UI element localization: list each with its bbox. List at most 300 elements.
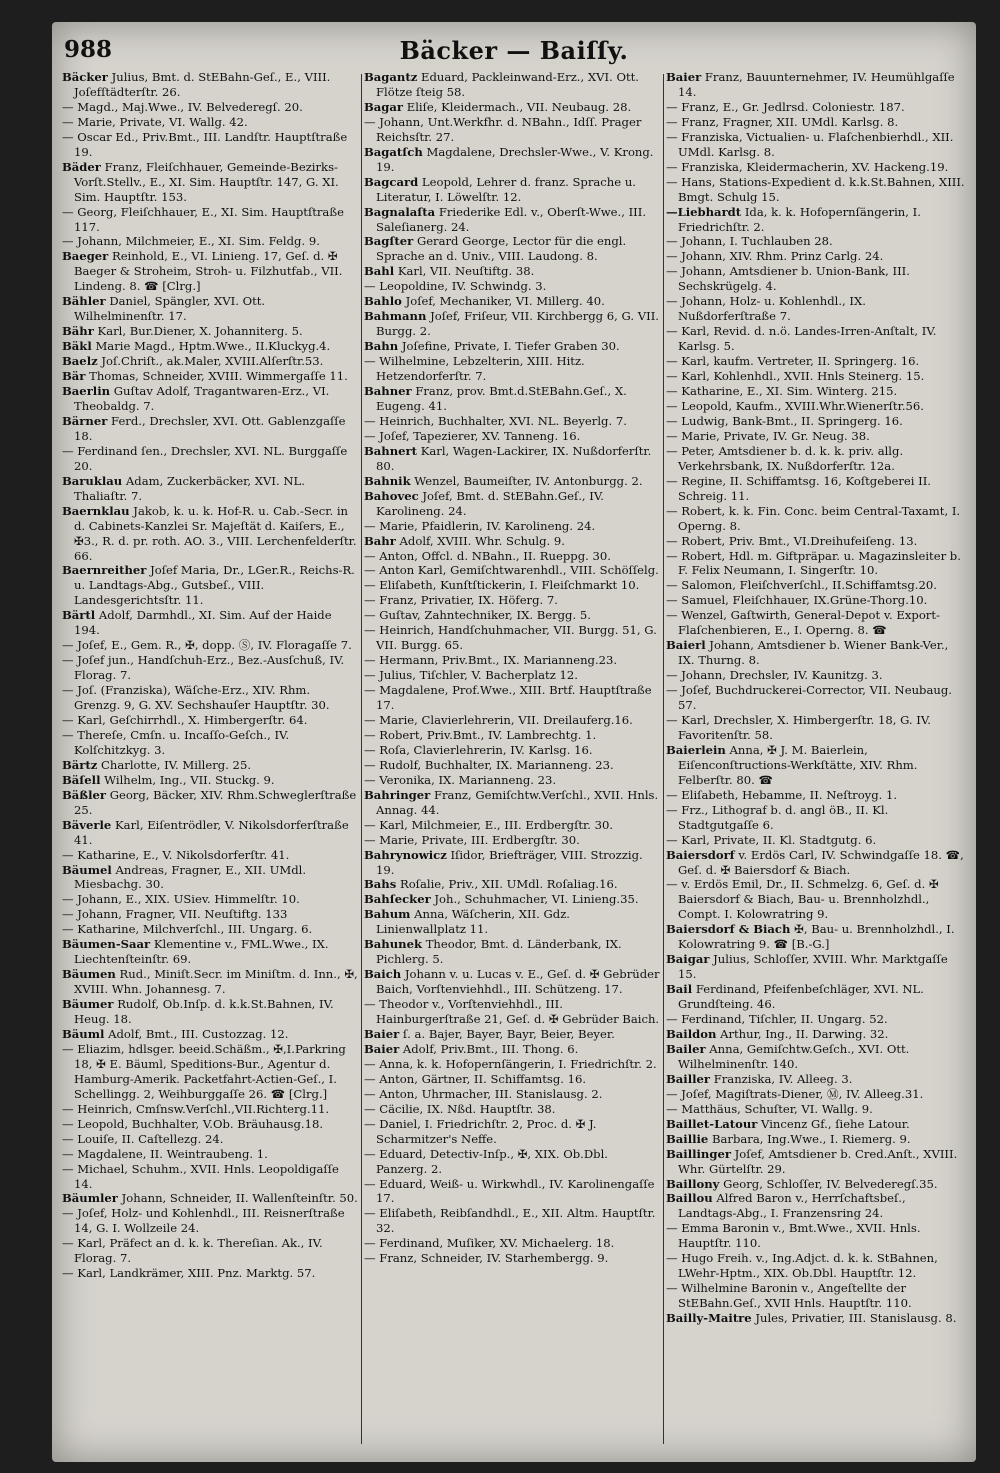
entry-surname: Bärner (62, 413, 108, 428)
directory-entry (62, 100, 358, 115)
entry-details: v. Erdös Carl, IV. Schwindgaſſe 18. ☎, Geſ. d. ✠ Baiersdorf & Biach. (678, 847, 964, 877)
entry-details: Julius, Schloſſer, XVIII. Whr. Marktgaſſe 15. (678, 952, 948, 982)
directory-entry (364, 593, 660, 608)
entry-details: Franziska, IV. Alleeg. 3. (713, 1071, 853, 1086)
directory-entry (364, 1072, 660, 1087)
entry-details: — Thereſe, Cmſn. u. Incaſſo-Geſch., IV. Kolſchitzkyg. 3. (62, 727, 290, 757)
entry-details: — Robert, Priv. Bmt., VI.Dreihufeiſeng. 13. (666, 533, 918, 548)
entry-surname: Bäder (62, 159, 101, 174)
entry-details: Joſef, Bmt. d. StEBahn.Geſ., IV. Karolineng. 24. (376, 488, 604, 518)
entry-details: — Karl, Revid. d. n.ö. Landes-Irren-Anſtalt, IV. Karlsg. 5. (666, 324, 937, 354)
entry-surname: Baierlein (666, 742, 726, 757)
entry-details: Adolf, XVIII. Whr. Schulg. 9. (399, 533, 565, 548)
entry-details: Ferd., Drechsler, XVI. Ott. Gablenzgaſſe 18. (74, 413, 346, 443)
directory-entry (364, 1117, 660, 1147)
entry-details: — Eduard, Detectiv-Inſp., ✠, XIX. Ob.Dbl. Panzerg. 2. (364, 1146, 608, 1176)
entry-details: Adolf, Bmt., III. Custozzag. 12. (108, 1027, 289, 1041)
entry-details: — Johann, Drechsler, IV. Kaunitzg. 3. (666, 668, 883, 683)
directory-entry (62, 339, 358, 354)
entry-surname: Bäumel (62, 862, 112, 877)
entry-surname: Bäcker (62, 70, 108, 84)
entry-details: Julius, Bmt. d. StEBahn-Geſ., E., VIII. Joſefſtädterſtr. 26. (74, 70, 331, 99)
directory-entry (62, 1132, 358, 1147)
directory-entry (62, 863, 358, 893)
directory-entry (62, 1042, 358, 1102)
entry-details: — Karl, kaufm. Vertreter, II. Springerg. 16. (666, 354, 920, 369)
entry-details: — Karl, Landkrämer, XIII. Pnz. Marktg. 57. (62, 1266, 316, 1281)
directory-entry (364, 997, 660, 1027)
directory-entry (666, 1087, 966, 1102)
directory-entry (666, 429, 966, 444)
directory-entry (666, 952, 966, 982)
entry-surname: Bähler (62, 294, 106, 309)
entry-details: — Eliſabeth, Hebamme, II. Neſtroyg. 1. (666, 787, 898, 802)
entry-details: Adam, Zuckerbäcker, XVI. NL. Thaliaſtr. 7. (74, 473, 305, 503)
entry-details: Jules, Privatier, III. Stanislausg. 8. (755, 1311, 957, 1326)
entry-details: — Guſtav, Zahntechniker, IX. Bergg. 5. (364, 608, 591, 623)
directory-entry (364, 773, 660, 788)
entry-details: Joſef, Amtsdiener b. Cred.Anſt., XVIII. Whr. Gürtelſtr. 29. (678, 1146, 958, 1176)
directory-entry (666, 1012, 966, 1027)
directory-entry (666, 175, 966, 205)
entry-details: Alfred Baron v., Herrſchaftsbeſ., Landtags-Abg., I. Franzensring 24. (678, 1191, 906, 1221)
entry-details: — Eliazim, hdlsger. beeid.Schäßm., ✠,I.Parkring 18, ✠ E. Bäuml, Speditions-Bur., Agentur d. Hamburg-Amerik. Packetfahrt-Actien-Geſ., I. Schellingg. 2, Weihburggaſſe 26. ☎ [Clrg.] (62, 1041, 346, 1101)
entry-details: — Joſef, Buchdruckerei-Corrector, VII. Neubaug. 57. (666, 683, 952, 713)
entry-surname: Baildon (666, 1027, 717, 1041)
entry-details: Gerard George, Lector für die engl. Sprache an d. Univ., VIII. Laudong. 8. (376, 234, 627, 264)
entry-surname: Bahſecker (364, 892, 431, 907)
directory-entry (666, 848, 966, 878)
directory-entry (62, 234, 358, 249)
directory-entry (666, 130, 966, 160)
directory-entry (666, 638, 966, 668)
directory-entry (666, 683, 966, 713)
entry-surname: Baier (666, 70, 702, 84)
entry-surname: Bahlo (364, 294, 402, 309)
entry-details: — Joſef, Tapezierer, XV. Tanneng. 16. (364, 428, 581, 443)
directory-entry (364, 549, 660, 564)
entry-surname: Bahum (364, 907, 411, 922)
entry-surname: Bahnik (364, 473, 411, 488)
directory-entry (666, 1117, 966, 1132)
entry-details: Klementine v., FML.Wwe., IX. Liechtenſteinſtr. 69. (74, 937, 329, 967)
directory-entry (364, 877, 660, 892)
directory-entry (62, 249, 358, 294)
page-number: 988 (64, 36, 113, 63)
directory-entry (62, 414, 358, 444)
entry-details: — Rudolf, Buchhalter, IX. Marianneng. 23. (364, 757, 614, 772)
entry-details: — Wilhelmine Baronin v., Angeſtellte der StEBahn.Geſ., XVII Hnls. Hauptſtr. 110. (666, 1281, 912, 1311)
directory-entry (364, 1177, 660, 1207)
entry-surname: Bahringer (364, 787, 431, 802)
entry-details: — Marie, Pfaidlerin, IV. Karolineng. 24. (364, 518, 596, 533)
entry-details: Wilhelm, Ing., VII. Stuckg. 9. (104, 772, 275, 787)
entry-surname: Bäumen (62, 967, 116, 982)
directory-entry (666, 1132, 966, 1147)
entry-surname: Baeger (62, 249, 109, 264)
directory-entry (364, 100, 660, 115)
entry-details: — Roſa, Clavierlehrerin, IV. Karlsg. 16. (364, 742, 593, 757)
directory-entry (666, 1072, 966, 1087)
entry-details: — Magd., Maj.Wwe., IV. Belvederegſ. 20. (62, 99, 303, 114)
directory-entry (62, 1147, 358, 1162)
entry-surname: Baelz (62, 354, 98, 369)
entry-details: Johann v. u. Lucas v. E., Geſ. d. ✠ Gebrüder Baich, Vorſtenviehhdl., III. Schützeng. 17. (376, 967, 660, 997)
entry-details: — Hugo Freih. v., Ing.Adjct. d. k. k. StBahnen, LWehr-Hptm., XIX. Ob.Dbl. Hauptſtr. 12. (666, 1251, 938, 1281)
entry-details: — Heinrich, Buchhalter, XVI. NL. Beyerlg. 7. (364, 413, 627, 428)
entry-surname: Bailly-Maitre (666, 1311, 752, 1326)
entry-details: Rud., Miniſt.Secr. im Miniſtm. d. Inn., ✠, XVIII. Whn. Johannesg. 7. (74, 967, 358, 997)
entry-surname: Bäßler (62, 787, 107, 802)
directory-entry (364, 264, 660, 279)
directory-entry (666, 70, 966, 100)
directory-entry (364, 384, 660, 414)
entry-details: Ida, k. k. Hofopernſängerin, I. Friedrichſtr. 2. (678, 204, 921, 234)
directory-entry (364, 1042, 660, 1057)
directory-entry (666, 1251, 966, 1281)
directory-entry (364, 713, 660, 728)
entry-details: Marie Magd., Hptm.Wwe., II.Kluckyg.4. (95, 339, 331, 354)
entry-details: — Samuel, Fleiſchhauer, IX.Grüne-Thorg.10. (666, 593, 928, 608)
entry-surname: Bäverle (62, 817, 112, 832)
directory-entry (364, 115, 660, 145)
directory-entry (364, 788, 660, 818)
entry-details: — Katharine, E., V. Nikolsdorferſtr. 41. (62, 847, 290, 862)
entry-surname: Bailler (666, 1071, 711, 1086)
directory-entry (364, 907, 660, 937)
directory-entry (364, 623, 660, 653)
entry-surname: Bähr (62, 324, 94, 339)
directory-entry (666, 803, 966, 833)
directory-entry (666, 399, 966, 414)
directory-entry (62, 563, 358, 608)
entry-details: — Karl, Geſchirrhdl., X. Himbergerſtr. 64. (62, 712, 308, 727)
directory-entry (364, 743, 660, 758)
entry-details: Adolf, Darmhdl., XI. Sim. Auf der Haide 194. (74, 608, 332, 638)
entry-details: — Joſef jun., Handſchuh-Erz., Bez.-Ausſchuß, IV. Florag. 7. (62, 653, 345, 683)
entry-surname: Bäumen-Saar (62, 937, 151, 952)
directory-entry (666, 922, 966, 952)
entry-details: — Daniel, I. Friedrichſtr. 2, Proc. d. ✠ J. Scharmitzer's Neffe. (364, 1116, 597, 1146)
entry-details: — Johann, Fragner, VII. Neuſtiftg. 133 (62, 907, 288, 922)
entry-surname: Bagſter (364, 234, 414, 249)
directory-entry (62, 354, 358, 369)
directory-entry (62, 638, 358, 653)
entry-details: — Hermann, Priv.Bmt., IX. Marianneng.23. (364, 653, 618, 668)
entry-surname: Bail (666, 982, 693, 997)
directory-entry (364, 937, 660, 967)
entry-details: — Karl, Kohlenhdl., XVII. Hnls Steinerg. 15. (666, 369, 925, 384)
directory-entry (666, 1177, 966, 1192)
entry-surname: Bagatſch (364, 144, 423, 159)
entry-details: — Johann, Amtsdiener b. Union-Bank, III. Sechskrügelg. 4. (666, 264, 910, 294)
entry-details: — Robert, Hdl. m. Giftpräpar. u. Magazinsleiter b. F. Felix Neumann, I. Singerſtr. 10. (666, 548, 961, 578)
directory-entry (666, 1027, 966, 1042)
entry-details: ✠, Bau- u. Brennholzhdl., I. Kolowratring 9. ☎ [B.-G.] (678, 922, 955, 952)
directory-entry (364, 758, 660, 773)
directory-entry (364, 683, 660, 713)
directory-entry (62, 205, 358, 235)
directory-entry (364, 892, 660, 907)
entry-details: — Franziska, Kleidermacherin, XV. Hackeng.19. (666, 159, 949, 174)
entry-surname: Baillie (666, 1131, 709, 1146)
directory-entry (364, 489, 660, 519)
entry-details: — Peter, Amtsdiener b. d. k. k. priv. allg. Verkehrsbank, IX. Nußdorferſtr. 12a. (666, 443, 904, 473)
entry-details: Charlotte, IV. Millerg. 25. (101, 757, 252, 772)
entry-details: — Anton Karl, Gemiſchtwarenhdl., VIII. Schöſſelg. (364, 563, 659, 578)
entry-surname: Baier (364, 1027, 400, 1041)
entry-details: — Wilhelmine, Lebzelterin, XIII. Hitz. Hetzendorferſtr. 7. (364, 354, 585, 384)
entry-details: — Matthäus, Schuſter, VI. Wallg. 9. (666, 1101, 873, 1116)
directory-entry (666, 249, 966, 264)
entry-details: — Joſ. (Franziska), Wäſche-Erz., XIV. Rhm. Grenzg. 9, G. XV. Sechshauſer Hauptſtr. 30. (62, 683, 330, 713)
directory-entry (62, 907, 358, 922)
entry-details: Anna, Wäſcherin, XII. Gdz. Linienwallplatz 11. (376, 907, 570, 937)
directory-entry (666, 264, 966, 294)
directory-entry (666, 549, 966, 579)
entry-details: — Marie, Private, III. Erdbergſtr. 30. (364, 832, 580, 847)
directory-entry (364, 354, 660, 384)
column-3 (666, 70, 966, 1450)
entry-details: — Ferdinand, Muſiker, XV. Michaelerg. 18. (364, 1236, 615, 1251)
directory-entry (666, 369, 966, 384)
entry-details: — Veronika, IX. Marianneng. 23. (364, 772, 557, 787)
entry-details: — Karl, Drechsler, X. Himbergerſtr. 18, G. IV. Favoritenſtr. 58. (666, 712, 931, 742)
entry-details: Theodor, Bmt. d. Länderbank, IX. Pichlerg. 5. (376, 937, 622, 967)
entry-surname: Bagar (364, 99, 404, 114)
directory-entry (666, 100, 966, 115)
directory-entry (666, 877, 966, 922)
directory-entry (364, 474, 660, 489)
entry-details: Eduard, Packleinwand-Erz., XVI. Ott. Flötze ſteig 58. (376, 70, 639, 99)
entry-details: — Heinrich, Cmſnsw.Verſchl.,VII.Richterg.11. (62, 1101, 330, 1116)
entry-surname: Bahl (364, 264, 395, 279)
directory-entry (364, 145, 660, 175)
directory-entry (666, 234, 966, 249)
entry-details: ſ. a. Bajer, Bayer, Bayr, Beier, Beyer. (402, 1027, 615, 1041)
entry-details: Georg, Schloſſer, IV. Belvederegſ.35. (723, 1176, 938, 1191)
directory-entry (364, 967, 660, 997)
entry-details: — Julius, Tiſchler, V. Bacherplatz 12. (364, 668, 578, 683)
entry-details: Karl, Bur.Diener, X. Johanniterg. 5. (97, 324, 303, 339)
entry-details: Franz, Fleiſchhauer, Gemeinde-Bezirks-Vorſt.Stellv., E., XI. Sim. Hauptſtr. 147, G. XI. Sim. Hauptſtr. 153. (74, 159, 339, 204)
entry-details: — Wenzel, Gaſtwirth, General-Depot v. Export-Flaſchenbieren, E., I. Operng. 8. ☎ (666, 608, 940, 638)
directory-entry (364, 668, 660, 683)
directory-entry (62, 1117, 358, 1132)
directory-entry (364, 234, 660, 264)
directory-entry (62, 1206, 358, 1236)
entry-surname: Baernreither (62, 563, 147, 578)
entry-surname: Bahn (364, 339, 399, 354)
entry-details: Joſef, Friſeur, VII. Kirchbergg 6, G. VII. Burgg. 2. (376, 309, 659, 339)
directory-entry (364, 175, 660, 205)
entry-details: Karl, Eiſentrödler, V. Nikolsdorferſtraße 41. (74, 817, 349, 847)
entry-details: — Katharine, E., XI. Sim. Winterg. 215. (666, 384, 898, 399)
directory-entry (666, 982, 966, 1012)
directory-entry (364, 848, 660, 878)
entry-surname: Bäuml (62, 1027, 105, 1041)
entry-details: Joſef Maria, Dr., LGer.R., Reichs-R. u. Landtags-Abg., Gutsbeſ., VIII. Landesgerichtsſtr. 11. (74, 563, 355, 608)
entry-details: — Magdalene, II. Weintraubeng. 1. (62, 1146, 268, 1161)
entry-details: — Joſef, E., Gem. R., ✠, dopp. Ⓢ, IV. Floragaſſe 7. (62, 638, 352, 653)
entry-surname: Bagnalaſta (364, 204, 436, 219)
entry-details: — Heinrich, Handſchuhmacher, VII. Burgg. 51, G. VII. Burgg. 65. (364, 623, 657, 653)
directory-entry (364, 1206, 660, 1236)
entry-details: — Leopold, Buchhalter, V.Ob. Bräuhausg.18. (62, 1116, 324, 1131)
entry-details: Adolf, Priv.Bmt., III. Thong. 6. (402, 1041, 579, 1056)
entry-details: — Franz, Fragner, XII. UMdl. Karlsg. 8. (666, 114, 899, 129)
entry-surname: Baich (364, 967, 402, 982)
entry-surname: Baerlin (62, 384, 111, 399)
entry-details: — Robert, k. k. Fin. Conc. beim Central-Taxamt, I. Operng. 8. (666, 503, 961, 533)
directory-entry (62, 115, 358, 130)
entry-surname: Bahovec (364, 488, 419, 503)
directory-entry (62, 713, 358, 728)
directory-entry (666, 354, 966, 369)
entry-details: — Johann, E., XIX. USiev. Himmelſtr. 10. (62, 892, 300, 907)
directory-entry (364, 279, 660, 294)
directory-entry (62, 773, 358, 788)
entry-details: — Johann, Milchmeier, E., XI. Sim. Feldg. 9. (62, 234, 320, 249)
directory-entry (62, 608, 358, 638)
directory-entry (364, 70, 660, 100)
directory-entry (62, 70, 358, 100)
directory-entry (666, 384, 966, 399)
directory-entry (62, 1102, 358, 1117)
entry-details: — Robert, Priv.Bmt., IV. Lambrechtg. 1. (364, 727, 597, 742)
directory-entry (666, 474, 966, 504)
directory-entry (62, 922, 358, 937)
entry-details: — Johann, I. Tuchlauben 28. (666, 234, 833, 249)
directory-entry (364, 414, 660, 429)
directory-entry (364, 1147, 660, 1177)
entry-surname: Bagantz (364, 70, 418, 84)
entry-details: — Marie, Clavierlehrerin, VII. Dreilauferg.16. (364, 712, 633, 727)
directory-entry (62, 892, 358, 907)
directory-entry (364, 205, 660, 235)
directory-entry (62, 818, 358, 848)
entry-details: Jakob, k. u. k. Hof-R. u. Cab.-Secr. in d. Cabinets-Kanzlei Sr. Majeſtät d. Kaiſers, E., ✠3., R. d. pr. roth. AO. 3., VIII. Lerchenfelderſtr. 66. (74, 503, 357, 563)
directory-entry (62, 997, 358, 1027)
entry-details: Karl, VII. Neuſtiftg. 38. (397, 264, 535, 279)
entry-surname: Bailer (666, 1041, 706, 1056)
directory-entry (666, 608, 966, 638)
entry-surname: Baierl (666, 638, 706, 653)
directory-entry (62, 160, 358, 205)
entry-details: Anna, Gemiſchtw.Geſch., XVI. Ott. Wilhelminenſtr. 140. (678, 1041, 910, 1071)
directory-entry (666, 444, 966, 474)
entry-details: — Georg, Fleiſchhauer, E., XI. Sim. Hauptſtraße 117. (62, 204, 344, 234)
entry-details: Johann, Amtsdiener b. Wiener Bank-Ver., IX. Thurng. 8. (678, 638, 949, 668)
entry-details: — Anton, Uhrmacher, III. Stanislausg. 2. (364, 1086, 603, 1101)
entry-details: Joſ.Chriſt., ak.Maler, XVIII.Alſerſtr.53. (101, 354, 324, 369)
directory-entry (62, 474, 358, 504)
entry-details: — Joſef, Holz- und Kohlenhdl., III. Reisnerſtraße 14, G. I. Wollzeile 24. (62, 1206, 345, 1236)
entry-details: Franz, Gemiſchtw.Verſchl., XVII. Hnls. Annag. 44. (376, 787, 659, 817)
entry-details: Anna, ✠ J. M. Baierlein, Eiſenconſtructions-Werkſtätte, XIV. Rhm. Felberſtr. 80. ☎ (678, 742, 918, 787)
entry-surname: Baruklau (62, 473, 123, 488)
entry-details: Reinhold, E., VI. Linieng. 17, Geſ. d. ✠ Baeger & Stroheim, Stroh- u. Filzhutfab., VII. Lindeng. 8. ☎ [Clrg.] (74, 249, 343, 294)
entry-surname: Bagcard (364, 174, 419, 189)
entry-surname: —Liebhardt (666, 204, 742, 219)
entry-details: Daniel, Spängler, XVI. Ott. Wilhelminenſtr. 17. (74, 294, 266, 324)
directory-entry (666, 294, 966, 324)
entry-details: — Magdalene, Prof.Wwe., XIII. Brtf. Hauptſtraße 17. (364, 683, 652, 713)
entry-details: Franz, prov. Bmt.d.StEBahn.Geſ., X. Eugeng. 41. (376, 384, 627, 413)
directory-entry (666, 743, 966, 788)
entry-details: Guſtav Adolf, Tragantwaren-Erz., VI. Theobaldg. 7. (74, 384, 330, 413)
entry-details: Wenzel, Baumeiſter, IV. Antonburgg. 2. (414, 473, 643, 488)
entry-surname: Bär (62, 369, 86, 384)
running-title: Bäcker — Baiſſy. (399, 36, 629, 65)
directory-entry (364, 519, 660, 534)
entry-details: — Leopold, Kaufm., XVIII.Whr.Wienerſtr.56. (666, 398, 924, 413)
entry-details: — Anton, Offcl. d. NBahn., II. Rueppg. 30. (364, 548, 611, 563)
directory-entry (364, 1251, 660, 1266)
entry-details: Leopold, Lehrer d. franz. Sprache u. Literatur, I. Löwelſtr. 12. (376, 174, 636, 204)
entry-details: — Frz., Lithograf b. d. angl öB., II. Kl. Stadtgutgaſſe 6. (666, 802, 889, 832)
directory-entry (62, 130, 358, 160)
directory-entry (62, 937, 358, 967)
entry-surname: Baier (364, 1041, 400, 1056)
directory-entry (62, 294, 358, 324)
entry-details: Arthur, Ing., II. Darwing. 32. (720, 1027, 889, 1041)
entry-details: — Johann, Unt.Werkfhr. d. NBahn., Idſſ. Prager Reichsſtr. 27. (364, 114, 642, 144)
entry-details: — Franz, E., Gr. Jedlrsd. Coloniestr. 187. (666, 99, 905, 114)
directory-entry (364, 1087, 660, 1102)
entry-details: — Leopoldine, IV. Schwindg. 3. (364, 279, 547, 294)
entry-details: Magdalene, Drechsler-Wwe., V. Krong. 19. (376, 144, 654, 174)
entry-details: Johann, Schneider, II. Wallenſteinſtr. 50. (121, 1191, 358, 1206)
directory-entry (62, 683, 358, 713)
entry-details: — Eliſabeth, Kunſtſtickerin, I. Fleiſchmarkt 10. (364, 578, 640, 593)
directory-entry (364, 1102, 660, 1117)
entry-details: — Regine, II. Schiffamtsg. 16, Koſtgeberei II. Schreig. 11. (666, 473, 931, 503)
entry-details: — Marie, Private, VI. Wallg. 42. (62, 114, 248, 129)
entry-details: Barbara, Ing.Wwe., I. Riemerg. 9. (712, 1131, 911, 1146)
directory-entry (666, 833, 966, 848)
entry-details: Vincenz Gf., ſiehe Latour. (761, 1116, 910, 1131)
directory-entry (666, 578, 966, 593)
entry-details: — v. Erdös Emil, Dr., II. Schmelzg. 6, Geſ. d. ✠ Baiersdorf & Biach, Bau- u. Brennholzhdl., Compt. I. Kolowratring 9. (666, 877, 939, 922)
entry-surname: Bahs (364, 877, 397, 892)
directory-entry (666, 1311, 966, 1326)
directory-entry (364, 1027, 660, 1042)
directory-entry (62, 1027, 358, 1042)
directory-entry (666, 593, 966, 608)
directory-entry (364, 1057, 660, 1072)
entry-details: Rudolf, Ob.Inſp. d. k.k.St.Bahnen, IV. Heug. 18. (74, 997, 334, 1027)
entry-details: Karl, Wagen-Lackirer, IX. Nußdorferſtr. 80. (376, 443, 652, 473)
entry-surname: Bärtl (62, 608, 96, 623)
entry-details: Joſefine, Private, I. Tiefer Graben 30. (401, 339, 620, 354)
directory-entry (364, 728, 660, 743)
entry-details: Ferdinand, Pfeifenbeſchläger, XVI. NL. Grundſteing. 46. (678, 982, 924, 1012)
entry-surname: Baillony (666, 1176, 720, 1191)
entry-surname: Baillinger (666, 1146, 731, 1161)
directory-entry (364, 309, 660, 339)
directory-entry (62, 967, 358, 997)
entry-surname: Bäkl (62, 339, 92, 354)
entry-details: — Salomon, Fleiſchverſchl., II.Schiffamtsg.20. (666, 578, 937, 593)
directory-entry (62, 788, 358, 818)
directory-entry (666, 1191, 966, 1221)
entry-surname: Baernklau (62, 503, 130, 518)
entry-details: — Karl, Milchmeier, E., III. Erdbergſtr. 30. (364, 817, 614, 832)
directory-entry (62, 504, 358, 564)
entry-details: — Karl, Private, II. Kl. Stadtgutg. 6. (666, 832, 877, 847)
entry-details: — Michael, Schuhm., XVII. Hnls. Leopoldigaſſe 14. (62, 1161, 339, 1191)
